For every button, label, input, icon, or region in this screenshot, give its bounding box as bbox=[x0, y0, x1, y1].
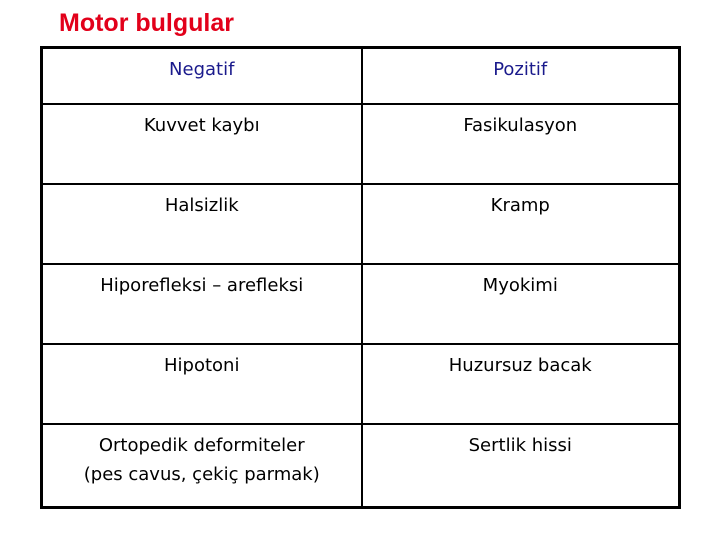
cell-pozitif: Huzursuz bacak bbox=[362, 344, 680, 424]
table-header-row bbox=[42, 48, 680, 104]
table-row bbox=[42, 104, 680, 184]
cell-negatif bbox=[42, 424, 362, 508]
table-row bbox=[42, 424, 680, 508]
cell-pozitif: Sertlik hissi bbox=[362, 424, 680, 508]
cell-negatif-line: Ortopedik deformiteler bbox=[98, 434, 305, 456]
cell-negatif: Kuvvet kaybı bbox=[42, 104, 362, 184]
cell-pozitif: Myokimi bbox=[362, 264, 680, 344]
cell-negatif: Hipotoni bbox=[42, 344, 362, 424]
cell-pozitif: Kramp bbox=[362, 184, 680, 264]
table-row bbox=[42, 264, 680, 344]
cell-negatif: Hiporefleksi – arefleksi bbox=[42, 264, 362, 344]
table-row bbox=[42, 344, 680, 424]
column-header-negatif: Negatif bbox=[42, 48, 362, 104]
cell-pozitif: Fasikulasyon bbox=[362, 104, 680, 184]
findings-table bbox=[40, 46, 681, 509]
findings-table-container bbox=[40, 46, 678, 506]
table-row bbox=[42, 184, 680, 264]
page-title: Motor bulgular bbox=[59, 9, 234, 37]
cell-negatif: Halsizlik bbox=[42, 184, 362, 264]
column-header-pozitif: Pozitif bbox=[362, 48, 680, 104]
cell-negatif-line: (pes cavus, çekiç parmak) bbox=[83, 463, 320, 485]
